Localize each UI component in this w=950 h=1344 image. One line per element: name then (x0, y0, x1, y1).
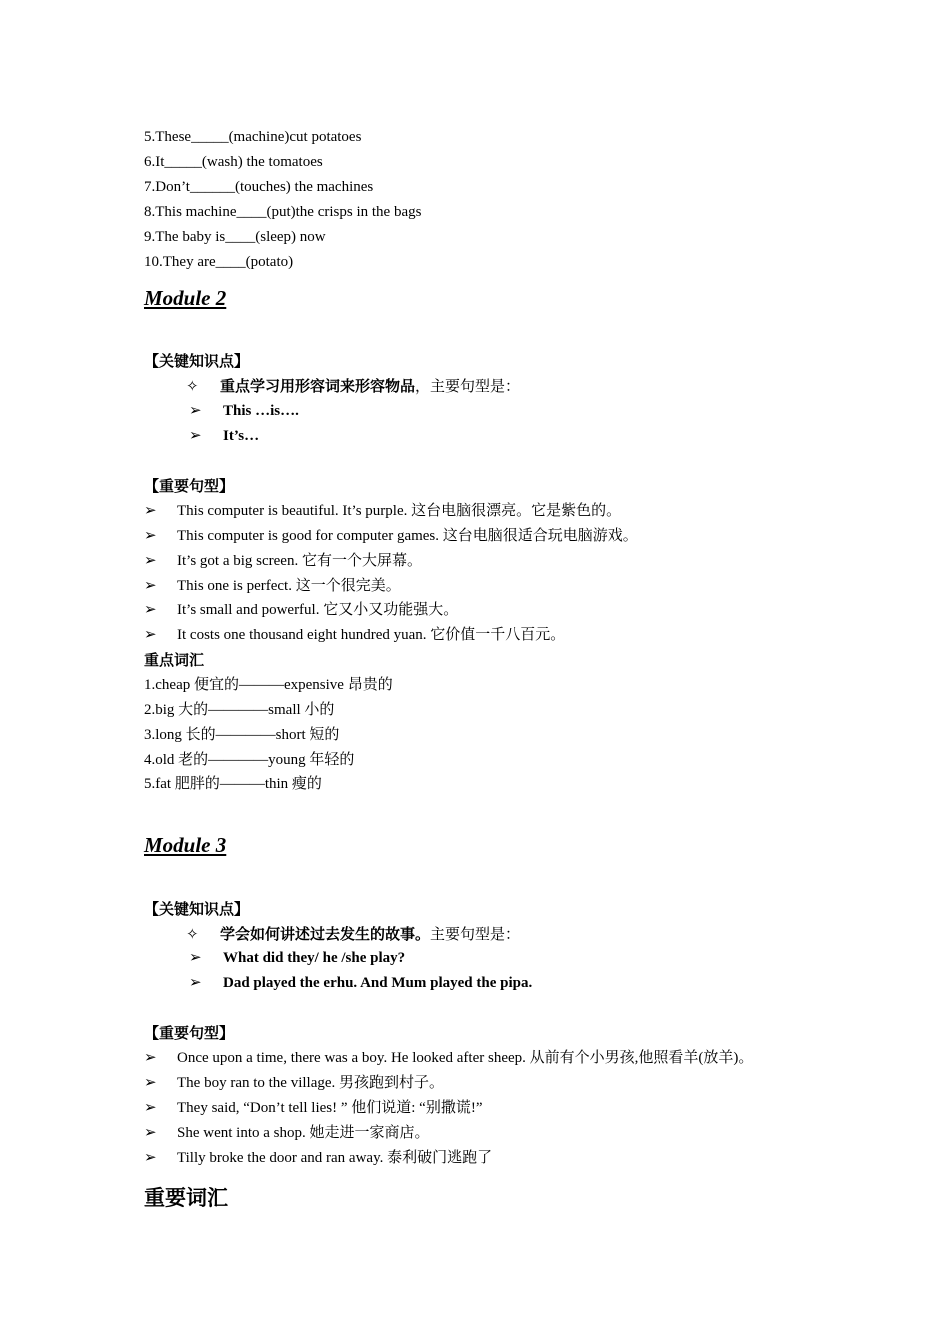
focus-rest-text: 主要句型是： (430, 927, 521, 943)
pattern-item (189, 948, 405, 968)
sentence-text: It’s got a big screen. 它有一个大屏幕。 (177, 553, 422, 569)
sentence-item (144, 1098, 483, 1118)
vocab-item: 3.long 长的————short 短的 (144, 727, 340, 743)
sentence-text: The boy ran to the village. 男孩跑到村子。 (177, 1075, 445, 1091)
arrow-bullet-icon: ➢ (144, 528, 157, 544)
arrow-bullet-icon: ➢ (144, 1050, 157, 1066)
focus-rest-text: ，主要句型是： (415, 379, 521, 395)
pattern-text: It’s… (223, 428, 260, 444)
exercise-item: 5.These_____(machine)cut potatoes (144, 129, 362, 145)
exercise-item: 7.Don’t______(touches) the machines (144, 179, 374, 195)
exercise-item: 10.They are____(potato) (144, 254, 294, 270)
sentence-text: She went into a shop. 她走进一家商店。 (177, 1125, 430, 1141)
sentence-item (144, 1048, 753, 1068)
sentence-item (144, 1148, 492, 1168)
sentence-item (144, 1073, 444, 1093)
arrow-bullet-icon: ➢ (189, 403, 202, 419)
arrow-bullet-icon: ➢ (144, 1100, 157, 1116)
sentence-text: It costs one thousand eight hundred yuan. 它价值一千八百元。 (177, 627, 566, 643)
sentence-item (144, 625, 565, 645)
vocab-item: 4.old 老的————young 年轻的 (144, 752, 355, 768)
arrow-bullet-icon: ➢ (144, 1150, 157, 1166)
key-points-label: 【关键知识点】 (144, 352, 250, 370)
sentence-item (144, 1123, 430, 1143)
exercise-item: 8.This machine____(put)the crisps in the bags (144, 204, 422, 220)
sentences-label: 【重要句型】 (144, 1024, 235, 1042)
pattern-text: This …is…. (223, 403, 299, 419)
arrow-bullet-icon: ➢ (144, 1075, 157, 1091)
key-points-label: 【关键知识点】 (144, 900, 250, 918)
sentence-item (144, 600, 458, 620)
focus-bold-text: 重点学习用形容词来形容物品 (220, 377, 416, 395)
pattern-item (189, 426, 259, 446)
sentence-text: They said, “Don’t tell lies! ” 他们说道: “别撒谎!” (177, 1100, 483, 1116)
arrow-bullet-icon: ➢ (144, 627, 157, 643)
focus-line (186, 924, 520, 945)
exercise-item: 6.It_____(wash) the tomatoes (144, 154, 323, 170)
sentence-text: It’s small and powerful. 它又小又功能强大。 (177, 602, 459, 618)
focus-bold-text: 学会如何讲述过去发生的故事。 (220, 925, 431, 943)
focus-line (186, 376, 520, 397)
diamond-bullet-icon: ✧ (186, 379, 199, 395)
sentence-text: Once upon a time, there was a boy. He looked after sheep. 从前有个小男孩,他照看羊(放羊)。 (177, 1050, 754, 1066)
diamond-bullet-icon: ✧ (186, 927, 199, 943)
pattern-item (189, 401, 299, 421)
sentence-text: This computer is good for computer games. 这台电脑很适合玩电脑游戏。 (177, 528, 638, 544)
arrow-bullet-icon: ➢ (189, 950, 202, 966)
arrow-bullet-icon: ➢ (144, 1125, 157, 1141)
vocab-item: 1.cheap 便宜的———expensive 昂贵的 (144, 677, 393, 693)
exercise-item: 9.The baby is____(sleep) now (144, 229, 326, 245)
sentence-item (144, 526, 638, 546)
arrow-bullet-icon: ➢ (144, 503, 157, 519)
arrow-bullet-icon: ➢ (144, 553, 157, 569)
sentence-item (144, 501, 621, 521)
arrow-bullet-icon: ➢ (189, 975, 202, 991)
arrow-bullet-icon: ➢ (144, 602, 157, 618)
pattern-text: What did they/ he /she play? (223, 950, 406, 966)
vocab-heading: 重要词汇 (144, 1186, 228, 1210)
vocab-label: 重点词汇 (144, 651, 205, 669)
sentence-text: This one is perfect. 这一个很完美。 (177, 578, 401, 594)
vocab-item: 2.big 大的————small 小的 (144, 702, 335, 718)
arrow-bullet-icon: ➢ (189, 428, 202, 444)
sentence-item (144, 551, 422, 571)
pattern-text: Dad played the erhu. And Mum played the pipa. (223, 975, 533, 991)
pattern-item (189, 973, 532, 993)
module-2-title: Module 2 (144, 286, 227, 310)
sentence-item (144, 576, 401, 596)
sentence-text: This computer is beautiful. It’s purple. 这台电脑很漂亮。它是紫色的。 (177, 503, 622, 519)
sentence-text: Tilly broke the door and ran away. 泰利破门逃跑了 (177, 1150, 493, 1166)
vocab-item: 5.fat 肥胖的———thin 瘦的 (144, 776, 322, 792)
module-3-title: Module 3 (144, 833, 227, 857)
arrow-bullet-icon: ➢ (144, 578, 157, 594)
sentences-label: 【重要句型】 (144, 477, 235, 495)
